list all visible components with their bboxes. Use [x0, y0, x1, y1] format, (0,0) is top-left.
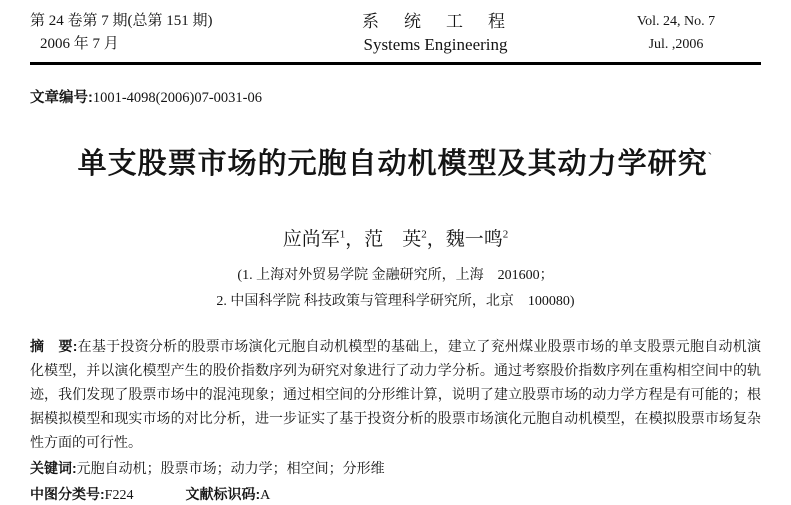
author-superscript: 2	[421, 228, 427, 241]
volume-issue-line: 第 24 卷第 7 期(总第 151 期)	[30, 13, 213, 29]
paper-title	[30, 141, 761, 182]
abstract-text: 在基于投资分析的股票市场演化元胞自动机模型的基础上，建立了兖州煤业股票市场的单支股票元胞自动机演化模型，并以演化模型产生的股价指数序列为研究对象进行了动力学分析。通过考察股价指数序列在重构相空间中的轨迹，我们发现了股票市场中的混沌现象；通过相空间的分形维计算，说明了建立股票市场的动力学方程是有可能的；根据模拟模型和现实市场的对比分析，进一步证实了基于投资分析的股票市场演化元胞自动机模型，在模拟股票市场复杂性方面的可行性。	[30, 340, 761, 451]
journal-title-cn: 系 统 工 程	[362, 12, 509, 31]
classification-line	[30, 482, 761, 505]
author-name: 魏一鸣	[445, 229, 503, 250]
author	[446, 229, 509, 250]
title-footnote-mark: `	[707, 149, 714, 166]
journal-title-en: Systems Engineering	[363, 35, 508, 54]
volume-line-en: Vol. 24, No. 7	[636, 14, 716, 29]
abstract-label: 摘 要:	[30, 338, 78, 354]
doc-code-label: 文献标识码:	[185, 486, 261, 502]
author	[283, 229, 365, 250]
author-name: 范 英	[364, 229, 422, 250]
header-left	[30, 10, 280, 56]
date-line-en: Jul. ,2006	[648, 37, 704, 52]
author-separator: ，	[426, 229, 446, 250]
author-separator: ，	[345, 229, 365, 250]
doc-code-value: A	[260, 488, 271, 503]
authors-line	[30, 224, 761, 251]
header-center	[280, 10, 591, 57]
issue-date-line: 2006 年 7 月	[40, 36, 119, 52]
keywords-label: 关键词:	[30, 460, 77, 476]
abstract-paragraph	[30, 334, 761, 456]
keywords-text: 元胞自动机；股票市场；动力学；相空间；分形维	[76, 462, 385, 477]
affiliation-line: (1. 上海对外贸易学院 金融研究所，上海 201600；	[237, 268, 554, 283]
header-rule-divider	[30, 62, 761, 65]
keywords-line	[30, 456, 761, 482]
journal-header	[30, 10, 761, 57]
author-name: 应尚军	[282, 229, 340, 250]
article-number-label: 文章编号:	[30, 90, 93, 106]
affiliations-block	[30, 263, 761, 315]
clc-label: 中图分类号:	[30, 486, 105, 502]
author	[364, 229, 446, 250]
header-right	[591, 10, 761, 56]
author-superscript: 1	[339, 228, 346, 241]
author-superscript: 2	[502, 228, 509, 241]
affiliation-line: 2. 中国科学院 科技政策与管理科学研究所，北京 100080)	[216, 294, 575, 309]
article-number-value: 1001-4098(2006)07-0031-06	[92, 90, 262, 106]
clc-value: F224	[104, 488, 134, 503]
article-number-line	[30, 86, 761, 107]
paper-title-text: 单支股票市场的元胞自动机模型及其动力学研究	[77, 148, 708, 180]
